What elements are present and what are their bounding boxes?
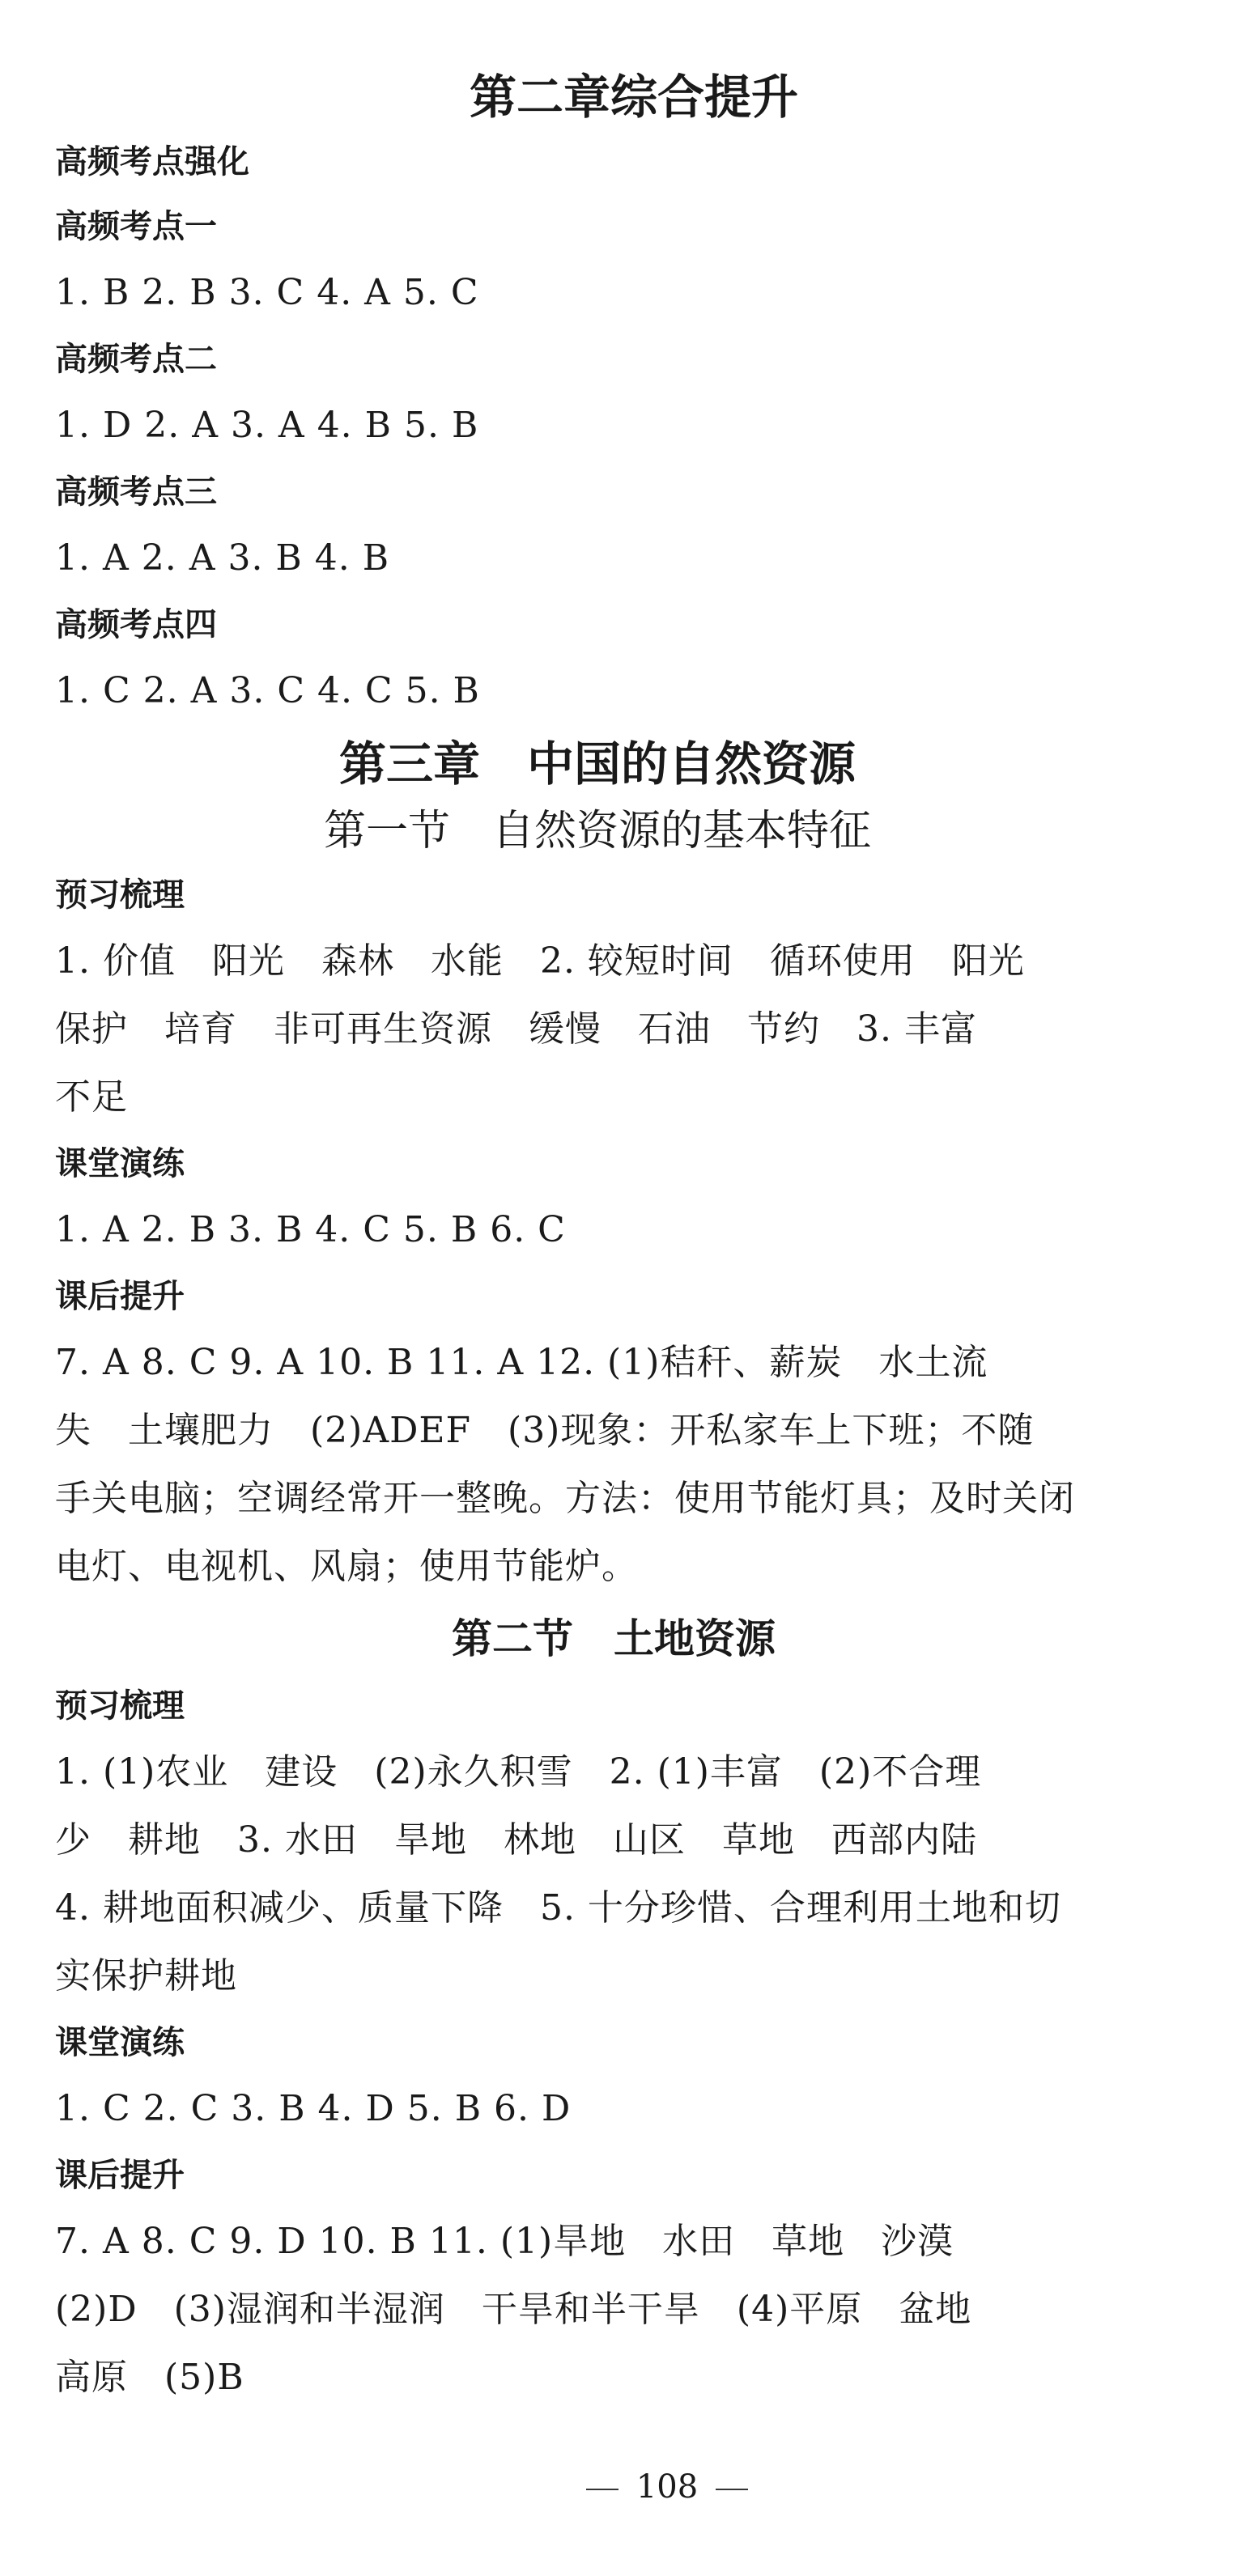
group-answers: 1. D 2. A 3. A 4. B 5. B xyxy=(55,405,479,446)
page-footer xyxy=(0,2468,1237,2506)
answer-line: 保护 培育 非可再生资源 缓慢 石油 节约 3. 丰富 xyxy=(55,1008,977,1050)
page-number: 108 xyxy=(636,2468,699,2506)
answer-line: 4. 耕地面积减少、质量下降 5. 十分珍惜、合理利用土地和切 xyxy=(55,1887,1061,1929)
answer-line: 1. A 2. B 3. B 4. C 5. B 6. C xyxy=(55,1209,566,1250)
strengthen-heading: 高频考点强化 xyxy=(55,143,249,180)
group-answers: 1. A 2. A 3. B 4. B xyxy=(55,537,390,579)
preview-heading: 预习梳理 xyxy=(55,876,185,914)
group-heading: 高频考点四 xyxy=(55,606,217,643)
after-class-heading: 课后提升 xyxy=(55,1278,185,1315)
class-practice-heading: 课堂演练 xyxy=(55,1145,185,1182)
group-answers: 1. C 2. A 3. C 4. C 5. B xyxy=(55,670,480,711)
answer-line: 实保护耕地 xyxy=(55,1955,237,1997)
footer-dash-right xyxy=(716,2489,748,2490)
answer-line: 电灯、电视机、风扇；使用节能炉。 xyxy=(55,1546,638,1587)
answer-line: 不足 xyxy=(55,1076,128,1118)
after-class-heading: 课后提升 xyxy=(55,2157,185,2194)
answer-line: 少 耕地 3. 水田 旱地 林地 山区 草地 西部内陆 xyxy=(55,1819,977,1861)
answer-line: 1. 价值 阳光 森林 水能 2. 较短时间 循环使用 阳光 xyxy=(55,940,1025,982)
answer-line: 失 土壤肥力 (2)ADEF (3)现象：开私家车上下班；不随 xyxy=(55,1410,1035,1451)
answer-line: 1. (1)农业 建设 (2)永久积雪 2. (1)丰富 (2)不合理 xyxy=(55,1751,982,1793)
chapter2-title: 第二章综合提升 xyxy=(469,70,798,125)
answer-line: 1. C 2. C 3. B 4. D 5. B 6. D xyxy=(55,2088,572,2129)
chapter3-title: 第三章 中国的自然资源 xyxy=(338,736,856,791)
answer-line: 7. A 8. C 9. D 10. B 11. (1)旱地 水田 草地 沙漠 xyxy=(55,2221,954,2262)
group-heading: 高频考点三 xyxy=(55,473,217,511)
section1-title: 第一节 自然资源的基本特征 xyxy=(323,807,871,855)
preview-heading: 预习梳理 xyxy=(55,1687,185,1725)
footer-dash-left xyxy=(586,2489,618,2490)
group-heading: 高频考点一 xyxy=(55,208,217,245)
answer-line: 7. A 8. C 9. A 10. B 11. A 12. (1)秸秆、薪炭 水土流 xyxy=(55,1342,988,1383)
answer-page xyxy=(55,65,1107,2412)
group-heading: 高频考点二 xyxy=(55,341,217,378)
answer-line: 高原 (5)B xyxy=(55,2357,244,2398)
group-answers: 1. B 2. B 3. C 4. A 5. C xyxy=(55,272,479,313)
answer-line: 手关电脑；空调经常开一整晚。方法：使用节能灯具；及时关闭 xyxy=(55,1478,1075,1519)
section2-title: 第二节 土地资源 xyxy=(452,1615,776,1662)
class-practice-heading: 课堂演练 xyxy=(55,2024,185,2061)
answer-line: (2)D (3)湿润和半湿润 干旱和半干旱 (4)平原 盆地 xyxy=(55,2289,972,2330)
